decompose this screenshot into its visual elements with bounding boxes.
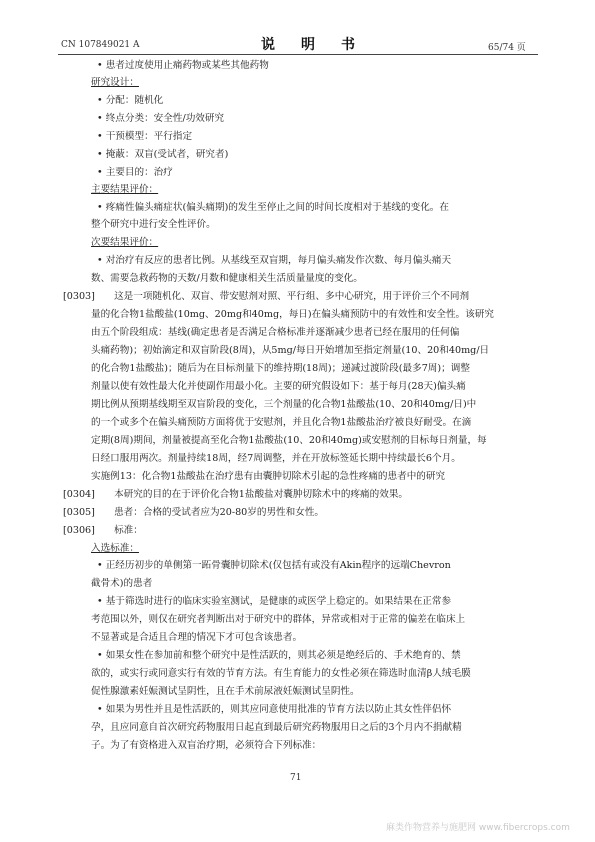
text-line: 考范围以外，则仅在研究者判断出对于研究中的群体，异常或相对于正常的偏差在临床上 xyxy=(91,614,466,625)
text-line: • 如果为男性并且是性活跃的，则其应同意使用批准的节育方法以防止其女性伴侣怀 xyxy=(97,704,452,715)
text-line: 数、需要急救药物的天数/月数和健康相关生活质量量度的变化。 xyxy=(91,273,363,284)
page-ratio: 65/74 页 xyxy=(488,43,526,53)
patent-number: CN 107849021 A xyxy=(61,40,140,50)
watermark: 麻类作物营养与施肥网 www.fibercrops.com xyxy=(386,823,570,833)
text-line: 的一个或多个在偏头痛预防方面将优于安慰剂，并且化合物1盐酸盐治疗被良好耐受。在滴 xyxy=(91,417,472,428)
text-line: 截骨术)的患者 xyxy=(91,578,153,589)
document-title: 说 明 书 xyxy=(261,37,361,53)
text-line: • 对治疗有反应的患者比例。从基线至双盲期，每月偏头痛发作次数、每月偏头痛天 xyxy=(97,255,452,266)
text-line: • 疼痛性偏头痛症状(偏头痛期)的发生至停止之间的时间长度相对于基线的变化。在 xyxy=(97,202,449,213)
text-line: • 干预模型：平行指定 xyxy=(97,131,193,142)
text-line: 定期(8周)期间，剂量被提高至化合物1盐酸盐(10、20和40mg)或安慰剂的目标每日剂量，每 xyxy=(91,435,487,446)
text-line: • 如果女性在参加前和整个研究中是性活跃的，则其必须是绝经后的、手术绝育的、禁 xyxy=(97,650,461,661)
text-line: • 分配：随机化 xyxy=(97,95,164,106)
text-line: • 基于筛选时进行的临床实验室测试，是健康的或医学上稳定的。如果结果在正常参 xyxy=(97,596,452,607)
text-line: 入选标准： xyxy=(91,543,139,554)
text-line: 整个研究中进行安全性评价。 xyxy=(91,219,216,230)
text-line: 研究设计： xyxy=(91,77,139,88)
page-number: 71 xyxy=(290,773,302,783)
text-line: 主要结果评价： xyxy=(91,184,159,195)
text-line: 欲的，或实行或同意实行有效的节育方法。有生育能力的女性必须在筛选时血清β人绒毛膜 xyxy=(91,668,471,679)
text-line: 剂量以使有效性最大化并使副作用最小化。主要的研究假设如下：基于每月(28天)偏头痛 xyxy=(91,381,466,392)
text-line: 次要结果评价： xyxy=(91,237,159,248)
text-line: 头痛药物)；初始滴定和双盲阶段(8周)，从5mg/每日开始增加至指定剂量(10、20和40mg/日 xyxy=(91,345,490,356)
text-line: [0306] 标准： xyxy=(63,525,143,536)
text-line: • 掩蔽：双盲(受试者，研究者) xyxy=(97,149,229,160)
text-line: 日经口服用两次。剂量持续18周，经7周调整，并在开放标签延长期中持续最长6个月。 xyxy=(91,453,461,464)
text-line: 孕，且应同意自首次研究药物服用日起直到最后研究药物服用日之后的3个月内不捐献精 xyxy=(91,722,462,733)
text-line: • 患者过度使用止痛药物或某些其他药物 xyxy=(97,60,269,71)
text-line: 由五个阶段组成：基线(确定患者是否满足合格标准并逐渐减少患者已经在服用的任何偏 xyxy=(91,327,460,338)
text-line: [0305] 患者：合格的受试者应为20-80岁的男性和女性。 xyxy=(63,507,325,518)
text-line: • 主要目的：治疗 xyxy=(97,167,173,178)
text-line: [0304] 本研究的目的在于评价化合物1盐酸盐对囊肿切除术中的疼痛的效果。 xyxy=(63,489,409,500)
text-line: 子。为了有资格进入双盲治疗期，必须符合下列标准： xyxy=(91,740,322,751)
text-line: 期比例从预期基线期至双盲阶段的变化，三个剂量的化合物1盐酸盐(10、20和40mg/日)中 xyxy=(91,399,477,410)
text-line: 不显著或是合适且合理的情况下才可包含该患者。 xyxy=(91,632,303,643)
text-line: 实施例13：化合物1盐酸盐在治疗患有由囊肿切除术引起的急性疼痛的患者中的研究 xyxy=(91,471,446,482)
text-line: 促性腺激素妊娠测试呈阴性，且在手术前尿液妊娠测试呈阴性。 xyxy=(91,686,360,697)
text-line: [0303] 这是一项随机化、双盲、带安慰剂对照、平行组、多中心研究，用于评价三个不同剂 xyxy=(63,291,470,302)
text-line: • 终点分类：安全性/功效研究 xyxy=(97,113,225,124)
text-line: 量的化合物1盐酸盐(10mg、20mg和40mg，每日)在偏头痛预防中的有效性和安全性。该研究 xyxy=(91,309,494,320)
text-line: 的化合物1盐酸盐)；随后为在目标剂量下的维持期(18周)；递减过渡阶段(最多7周)；调整 xyxy=(91,363,470,374)
text-line: • 正经历初步的单侧第一跖骨囊肿切除术(仅包括有或没有Akin程序的远端Chevron xyxy=(97,560,451,571)
